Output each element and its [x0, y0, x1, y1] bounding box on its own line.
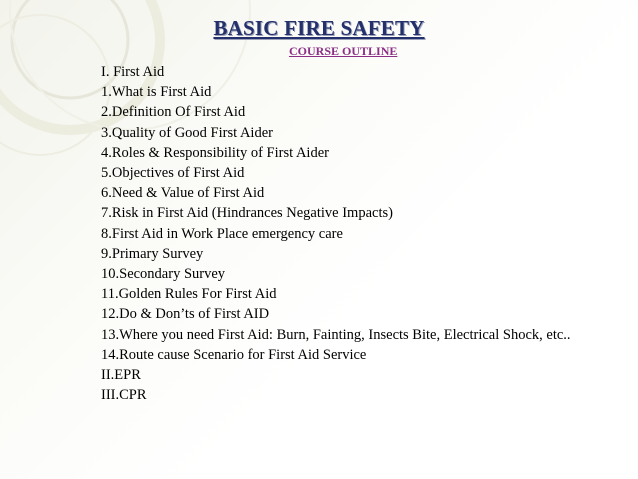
- outline-item: 13.Where you need First Aid: Burn, Fainting, Insects Bite, Electrical Shock, etc..: [101, 326, 571, 343]
- outline-item: 12.Do & Don’ts of First AID: [101, 306, 270, 323]
- outline-item: I. First Aid: [101, 64, 165, 80]
- course-outline-list: [101, 62, 621, 405]
- outline-item: 14.Route cause Scenario for First Aid Service: [101, 346, 367, 363]
- outline-item: 3.Quality of Good First Aider: [101, 124, 273, 141]
- outline-item: 2.Definition Of First Aid: [101, 104, 246, 121]
- outline-item: 10.Secondary Survey: [101, 266, 226, 283]
- outline-item: III.CPR: [101, 387, 147, 404]
- outline-item: 4.Roles & Responsibility of First Aider: [101, 144, 329, 161]
- outline-item: 5.Objectives of First Aid: [101, 165, 245, 182]
- slide-title: BASIC FIRE SAFETY: [213, 16, 425, 40]
- outline-item: 8.First Aid in Work Place emergency care: [101, 225, 343, 242]
- outline-item: 11.Golden Rules For First Aid: [101, 286, 277, 303]
- outline-item: 1.What is First Aid: [101, 84, 212, 101]
- outline-item: 9.Primary Survey: [101, 245, 204, 262]
- outline-item: 6.Need & Value of First Aid: [101, 185, 265, 202]
- outline-item: II.EPR: [101, 367, 141, 384]
- slide-subtitle: COURSE OUTLINE: [289, 44, 398, 58]
- outline-item: 7.Risk in First Aid (Hindrances Negative Impacts): [101, 205, 393, 222]
